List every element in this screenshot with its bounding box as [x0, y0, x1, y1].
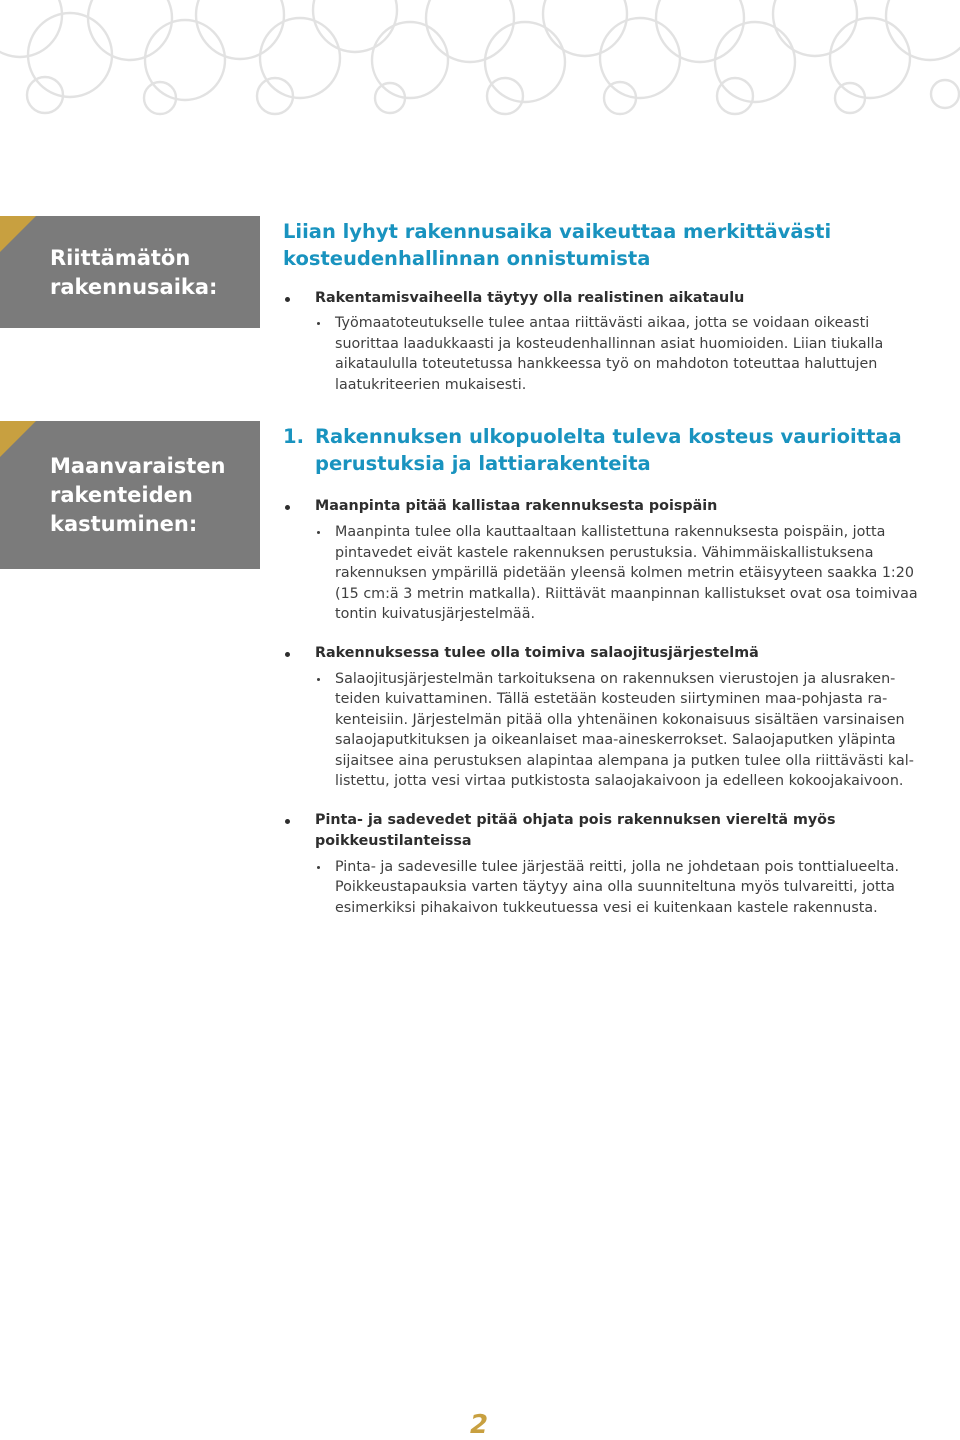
- text-line: teiden kuivattaminen. Tällä estetään kosteuden siirtyminen maa-pohjasta ra-: [335, 691, 888, 707]
- corner-accent: [0, 421, 36, 457]
- side-label-box-schedule: [0, 216, 260, 328]
- title-line: Liian lyhyt rakennusaika vaikeuttaa merkittävästi: [283, 220, 832, 243]
- side-label-box-ground-structures: [0, 421, 260, 569]
- text-line: pintavedet eivät kastele rakennuksen perustuksia. Vähimmäiskallistuksena: [335, 544, 874, 561]
- side-label-line: rakenteiden: [50, 483, 193, 507]
- text-line: poikkeustilanteissa: [315, 832, 472, 849]
- bullet-item: [283, 643, 948, 664]
- text-line: Maanpinta pitää kallistaa rakennuksesta poispäin: [315, 498, 718, 514]
- bullet-item: [283, 496, 948, 517]
- text-line: Pinta- ja sadevedet pitää ohjata pois rakennuksen viereltä myös: [315, 811, 836, 828]
- side-label-line: kastuminen:: [50, 512, 198, 536]
- text-line: Poikkeustapauksia varten täytyy aina olla suunniteltuna myös tulvareitti, jotta: [335, 879, 895, 895]
- section-number: 1.: [283, 425, 304, 448]
- decorative-circle-pattern: [0, 0, 960, 120]
- section-schedule: [283, 218, 948, 395]
- corner-accent: [0, 216, 36, 252]
- text-line: Pinta- ja sadevesille tulee järjestää reitti, jolla ne johdetaan pois tonttialueelta.: [335, 858, 900, 875]
- title-line: perustuksia ja lattiarakenteita: [315, 452, 651, 475]
- text-line: kenteisiin. Järjestelmän pitää olla yhtenäinen kokonaisuus sisältäen varsinaisen: [335, 711, 905, 728]
- sub-item: [283, 857, 948, 919]
- text-line: suorittaa laadukkaasti ja kosteudenhallinnan asiat huomioiden. Liian tiukalla: [335, 335, 884, 352]
- text-line: listettu, jotta vesi virtaa putkistosta salaojakaivoon ja edelleen kokoojakaivoon.: [335, 773, 904, 789]
- sub-item: [283, 522, 948, 625]
- side-label-line: Maanvaraisten: [50, 454, 226, 478]
- section-title: [283, 423, 948, 477]
- sub-item: [283, 669, 948, 792]
- text-line: Työmaatoteutukselle tulee antaa riittävästi aikaa, jotta se voidaan oikeasti: [335, 315, 870, 331]
- sub-item: [283, 313, 948, 395]
- side-label-line: Riittämätön: [50, 246, 191, 270]
- section-ground-moisture: [283, 423, 948, 918]
- bullet-item: [283, 810, 948, 852]
- text-line: Salaojitusjärjestelmän tarkoituksena on rakennuksen vierustojen ja alusraken-: [335, 670, 896, 687]
- section-title: [283, 218, 948, 272]
- text-line: rakennuksen ympärillä pidetään yleensä kolmen metrin etäisyyteen saakka 1:20: [335, 565, 914, 581]
- text-line: aikataululla toteutetussa hankkeessa työ on mahdoton toteuttaa haluttujen: [335, 356, 878, 372]
- page-number: 2: [470, 1410, 489, 1440]
- text-line: (15 cm:ä 3 metrin matkalla). Riittävät maanpinnan kallistukset ovat osa toimivaa: [335, 585, 918, 602]
- text-line: Maanpinta tulee olla kauttaaltaan kallistettuna rakennuksesta poispäin, jotta: [335, 524, 886, 540]
- text-line: tontin kuivatusjärjestelmää.: [335, 606, 536, 622]
- text-line: Rakennuksessa tulee olla toimiva salaojitusjärjestelmä: [315, 644, 759, 661]
- title-line: Rakennuksen ulkopuolelta tuleva kosteus vaurioittaa: [315, 425, 902, 448]
- text-line: esimerkiksi pihakaivon tukkeutuessa vesi ei kuitenkaan kastele rakennusta.: [335, 899, 878, 916]
- title-line: kosteudenhallinnan onnistumista: [283, 247, 651, 270]
- text-line: sijaitsee aina perustuksen alapintaa alempana ja putken tulee olla riittävästi kal-: [335, 752, 914, 769]
- bullet-item: Rakentamisvaiheella täytyy olla realistinen aikataulu: [283, 288, 948, 309]
- text-line: salaojaputkituksen ja oikeanlaiset maa-aineskerrokset. Salaojaputken yläpinta: [335, 732, 896, 748]
- text-line: laatukriteerien mukaisesti.: [335, 376, 527, 393]
- side-label-line: rakennusaika:: [50, 275, 218, 299]
